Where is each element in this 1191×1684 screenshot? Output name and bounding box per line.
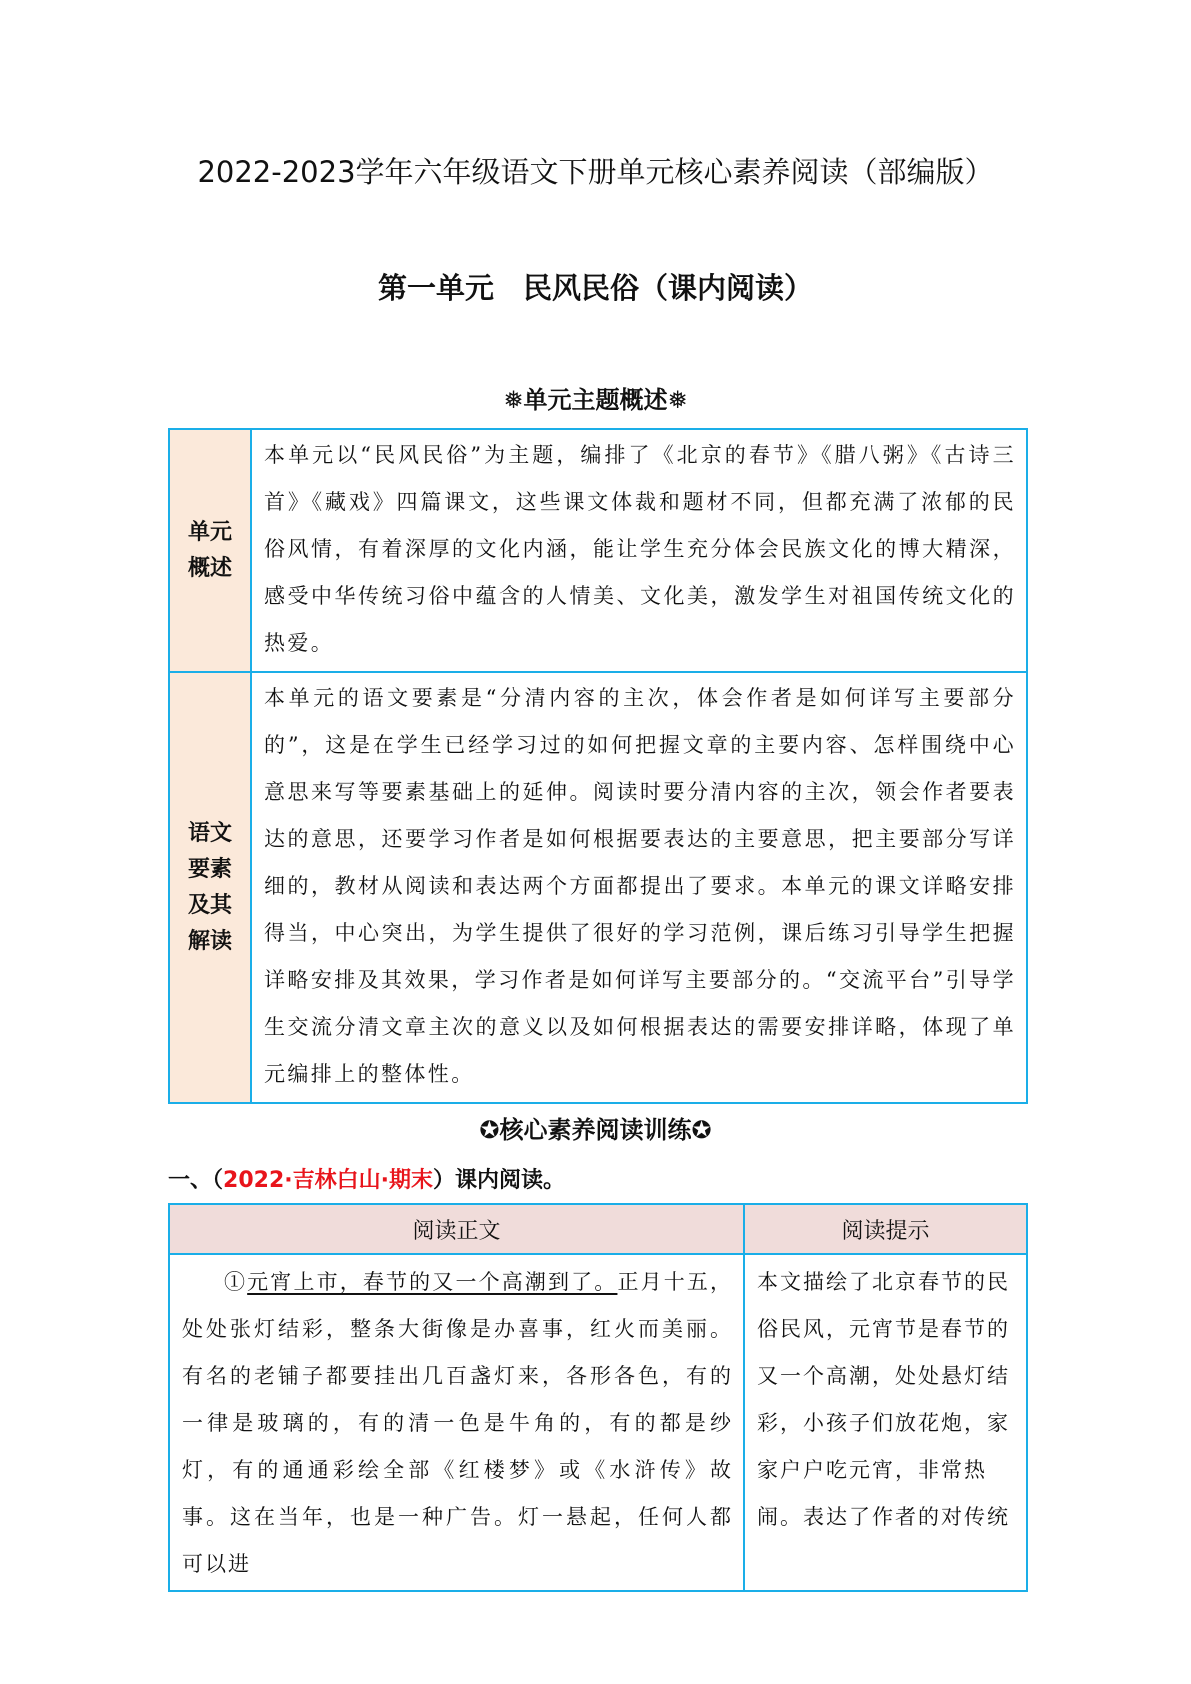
table-header-row xyxy=(169,1204,1027,1254)
hint-text: 本文描绘了北京春节的民俗民风，元宵节是春节的又一个高潮，处处悬灯结彩，小孩子们放花炮，家家户户吃元宵，非常热闹。表达了作者的对传统 xyxy=(744,1254,1027,1591)
question-source: 2022·吉林白山·期末 xyxy=(223,1168,433,1193)
table-row xyxy=(169,429,1027,672)
language-elements-text: 本单元的语文要素是“分清内容的主次，体会作者是如何详写主要部分的”，这是在学生已经学习过的如何把握文章的主要内容、怎样围绕中心意思来写等要素基础上的延伸。阅读时要分清内容的主次，领会作者要表达的意思，还要学习作者是如何根据要表达的主要意思，把主要部分写详细的，教材从阅读和表达两个方面都提出了要求。本单元的课文详略安排得当，中心突出，为学生提供了很好的学习范例，课后练习引导学生把握详略安排及其效果，学习作者是如何详写主要部分的。“交流平台”引导学生交流分清文章主次的意义以及如何根据表达的需要安排详略，体现了单元编排上的整体性。 xyxy=(251,672,1027,1103)
overview-heading: ❅单元主题概述❅ xyxy=(503,386,688,414)
header-passage: 阅读正文 xyxy=(169,1204,744,1254)
reading-table xyxy=(168,1203,1028,1592)
passage-text xyxy=(169,1254,744,1591)
row-label-language-elements xyxy=(169,672,251,1103)
label-line: 解读 xyxy=(187,928,232,954)
question-suffix: ）课内阅读。 xyxy=(432,1168,565,1193)
label-line: 语文 xyxy=(187,820,232,846)
passage-rest: 正月十五，处处张灯结彩，整条大街像是办喜事，红火而美丽。有名的老铺子都要挂出几百盏灯来，各形各色，有的一律是玻璃的，有的清一色是牛角的，有的都是纱灯，有的通通彩绘全部《红楼梦》或《水浒传》故事。这在当年，也是一种广告。灯一悬起，任何人都可以进 xyxy=(182,1270,734,1576)
overview-table xyxy=(168,428,1028,1104)
header-hint: 阅读提示 xyxy=(744,1204,1027,1254)
question-prefix: 一、（ xyxy=(168,1168,224,1193)
label-line: 单元 xyxy=(187,519,232,545)
paragraph-number: ① xyxy=(224,1270,248,1294)
unit-overview-text: 本单元以“民风民俗”为主题，编排了《北京的春节》《腊八粥》《古诗三首》《藏戏》四篇课文，这些课文体裁和题材不同，但都充满了浓郁的民俗风情，有着深厚的文化内涵，能让学生充分体会民族文化的博大精深，感受中华传统习俗中蕴含的人情美、文化美，激发学生对祖国传统文化的热爱。 xyxy=(251,429,1027,672)
table-row xyxy=(169,672,1027,1103)
label-line: 概述 xyxy=(187,555,232,581)
label-line: 及其 xyxy=(187,892,232,918)
table-row xyxy=(169,1254,1027,1591)
unit-subtitle: 第一单元 民风民俗（课内阅读） xyxy=(377,271,813,305)
label-line: 要素 xyxy=(187,856,232,882)
training-heading: ✪核心素养阅读训练✪ xyxy=(479,1116,712,1144)
underlined-sentence: 元宵上市，春节的又一个高潮到了。 xyxy=(247,1270,618,1294)
question-title xyxy=(168,1163,565,1194)
document-title: 2022-2023学年六年级语文下册单元核心素养阅读（部编版） xyxy=(197,155,994,189)
row-label-unit-overview xyxy=(169,429,251,672)
